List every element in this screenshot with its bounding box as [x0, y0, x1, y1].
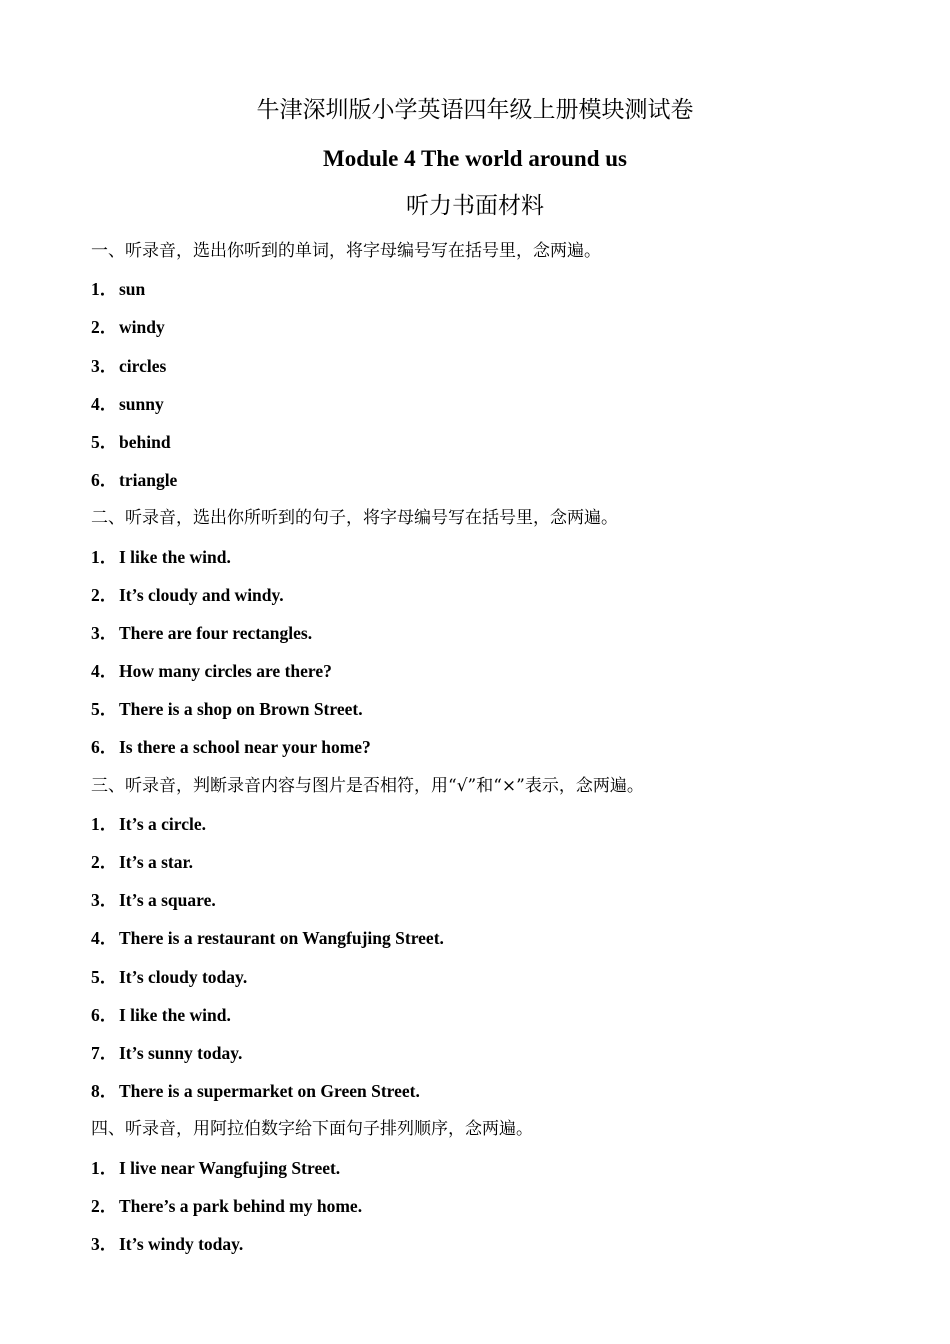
item-text: There is a restaurant on Wangfujing Street. [119, 928, 444, 949]
list-item [91, 578, 871, 616]
item-text: sun [119, 279, 146, 300]
item-text: sunny [119, 393, 164, 414]
item-number: 6． [91, 470, 118, 491]
item-number: 3． [91, 355, 118, 376]
item-number: 4． [91, 928, 118, 949]
list-item [91, 540, 871, 578]
document-body [91, 234, 871, 1265]
item-text: I like the wind. [119, 546, 231, 567]
item-number: 2． [91, 1195, 118, 1216]
item-text: It’s a circle. [119, 813, 206, 834]
item-number: 1． [91, 279, 118, 300]
item-number: 3． [91, 1233, 118, 1254]
list-item [91, 272, 871, 310]
item-number: 2． [91, 584, 118, 605]
item-text: There’s a park behind my home. [119, 1195, 363, 1216]
item-number: 5． [91, 431, 118, 452]
list-item [91, 1151, 871, 1189]
document-title-english: Module 4 The world around us [323, 146, 627, 171]
item-text: circles [119, 355, 167, 376]
item-number: 1． [91, 1157, 118, 1178]
list-item [91, 921, 871, 959]
item-number: 5． [91, 699, 118, 720]
item-text: triangle [119, 470, 178, 491]
list-item [91, 883, 871, 921]
item-number: 7． [91, 1042, 118, 1063]
item-text: It’s a star. [119, 852, 194, 872]
list-item [91, 616, 871, 654]
section-heading: 一、听录音，选出你听到的单词，将字母编号写在括号里，念两遍。 [91, 241, 601, 261]
item-number: 4． [91, 661, 118, 682]
item-text: behind [119, 431, 171, 452]
item-number: 3． [91, 890, 118, 911]
item-text: It’s sunny today. [119, 1042, 243, 1063]
list-item [91, 310, 871, 348]
item-text: I like the wind. [119, 1004, 231, 1025]
item-text: There is a supermarket on Green Street. [119, 1081, 420, 1102]
list-item [91, 654, 871, 692]
list-item [91, 807, 871, 845]
item-number: 6． [91, 1004, 118, 1025]
item-text: There is a shop on Brown Street. [119, 699, 363, 720]
item-text: I live near Wangfujing Street. [119, 1157, 341, 1178]
list-item [91, 692, 871, 730]
list-item [91, 730, 871, 768]
item-number: 6． [91, 737, 118, 758]
document-subtitle: 听力书面材料 [406, 193, 544, 219]
list-item [91, 845, 871, 883]
item-number: 1． [91, 546, 118, 567]
list-item [91, 387, 871, 425]
section-heading: 三、听录音，判断录音内容与图片是否相符，用“√”和“×”表示，念两遍。 [91, 775, 644, 796]
item-text: It’s a square. [119, 890, 216, 911]
list-item [91, 463, 871, 501]
item-text: windy [119, 317, 165, 338]
item-number: 2． [91, 852, 118, 872]
list-item [91, 1036, 871, 1074]
item-number: 2． [91, 317, 118, 338]
list-item [91, 998, 871, 1036]
item-text: It’s cloudy today. [119, 966, 248, 987]
item-text: It’s cloudy and windy. [119, 584, 284, 605]
item-number: 4． [91, 393, 118, 414]
list-item [91, 1074, 871, 1112]
section-heading: 二、听录音，选出你所听到的句子，将字母编号写在括号里，念两遍。 [91, 508, 618, 529]
item-number: 3． [91, 622, 118, 643]
item-text: There are four rectangles. [119, 622, 313, 643]
document-title-chinese: 牛津深圳版小学英语四年级上册模块测试卷 [256, 97, 694, 123]
item-number: 5． [91, 966, 118, 987]
item-text: It’s windy today. [119, 1233, 244, 1254]
item-number: 8． [91, 1081, 118, 1102]
list-item [91, 1189, 871, 1227]
list-item [91, 1227, 871, 1265]
item-text: Is there a school near your home? [119, 737, 371, 758]
section-heading: 四、听录音，用阿拉伯数字给下面句子排列顺序，念两遍。 [91, 1119, 533, 1140]
list-item [91, 960, 871, 998]
item-number: 1． [91, 813, 118, 834]
item-text: How many circles are there? [119, 661, 332, 682]
list-item [91, 349, 871, 387]
list-item [91, 425, 871, 463]
